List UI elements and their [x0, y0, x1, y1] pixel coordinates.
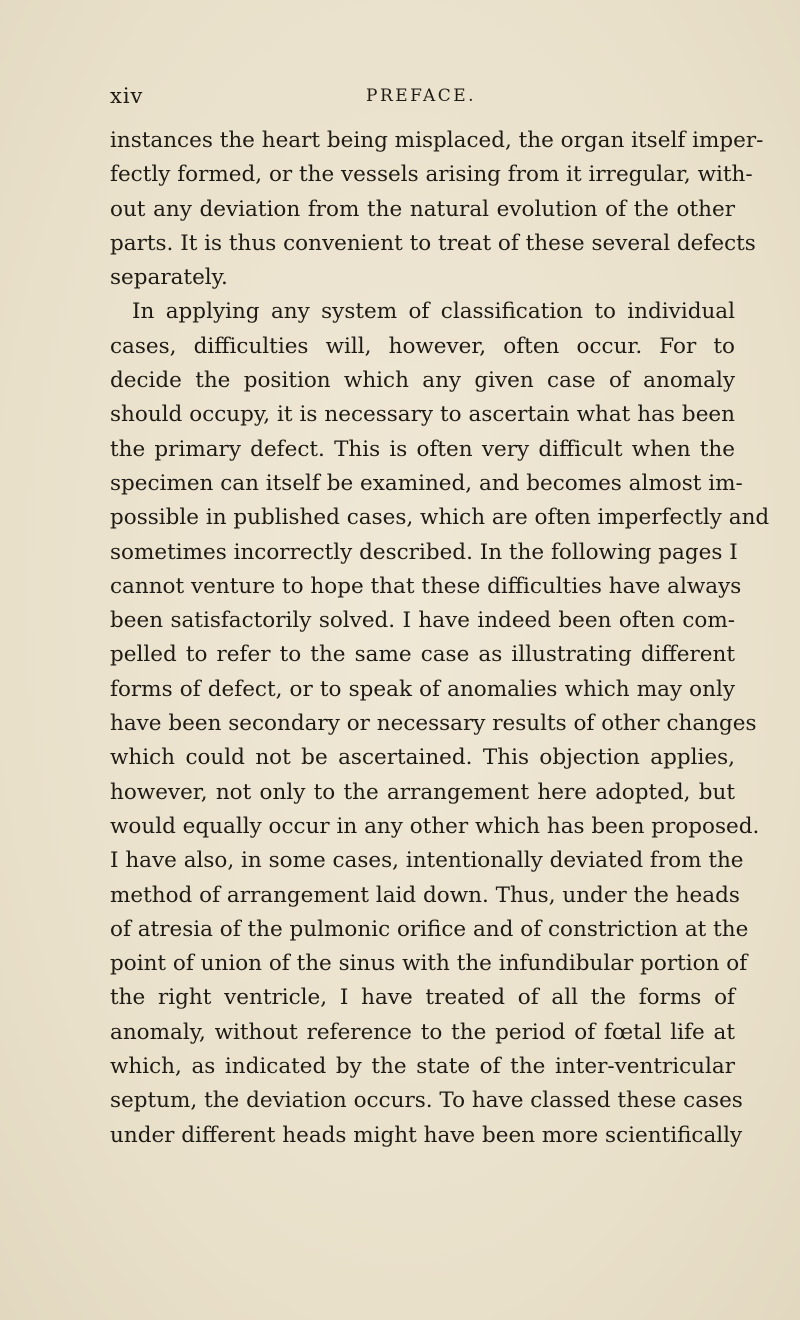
text-line: point of union of the sinus with the infundibular portion of: [110, 951, 748, 977]
text-line: out any deviation from the natural evolution of the other: [110, 196, 735, 222]
running-head: PREFACE.: [366, 86, 477, 106]
text-line: the right ventricle, I have treated of all the forms of: [110, 985, 735, 1011]
text-line: specimen can itself be examined, and becomes almost im-: [110, 470, 743, 496]
text-line: which could not be ascertained. This objection applies,: [110, 745, 735, 771]
text-line: pelled to refer to the same case as illustrating different: [110, 642, 735, 668]
body-text: [110, 124, 770, 1153]
text-line: I have also, in some cases, intentionally deviated from the: [110, 848, 744, 874]
text-line: method of arrangement laid down. Thus, under the heads: [110, 882, 740, 908]
page-header: [110, 84, 730, 114]
text-line: possible in published cases, which are often imperfectly and: [110, 505, 770, 531]
text-line: cases, difficulties will, however, often occur. For to: [110, 333, 735, 359]
text-line: separately.: [110, 265, 228, 291]
text-line: parts. It is thus convenient to treat of these several defects: [110, 230, 756, 256]
text-line: the primary defect. This is often very difficult when the: [110, 436, 735, 462]
text-line: instances the heart being misplaced, the organ itself imper-: [110, 128, 764, 153]
text-line: which, as indicated by the state of the inter-ventricular: [110, 1054, 735, 1080]
page-number: xiv: [110, 84, 144, 108]
text-line: however, not only to the arrangement here adopted, but: [110, 779, 735, 805]
text-line: under different heads might have been more scientifically: [110, 1122, 743, 1148]
text-line: septum, the deviation occurs. To have classed these cases: [110, 1088, 743, 1114]
text-line: In applying any system of classification to individual: [132, 299, 735, 325]
text-line: cannot venture to hope that these difficulties have always: [110, 573, 742, 599]
text-line: fectly formed, or the vessels arising from it irregular, with-: [110, 162, 753, 188]
text-line: decide the position which any given case of anomaly: [110, 368, 735, 394]
text-line: anomaly, without reference to the period of fœtal life at: [110, 1019, 735, 1045]
text-line: been satisfactorily solved. I have indeed been often com-: [110, 608, 735, 634]
text-line: should occupy, it is necessary to ascertain what has been: [110, 402, 735, 428]
text-line: would equally occur in any other which has been proposed.: [110, 813, 760, 839]
text-line: have been secondary or necessary results of other changes: [110, 711, 757, 737]
text-line: sometimes incorrectly described. In the following pages I: [110, 539, 738, 565]
text-line: forms of defect, or to speak of anomalies which may only: [110, 676, 735, 702]
text-line: of atresia of the pulmonic orifice and of constriction at the: [110, 916, 749, 942]
